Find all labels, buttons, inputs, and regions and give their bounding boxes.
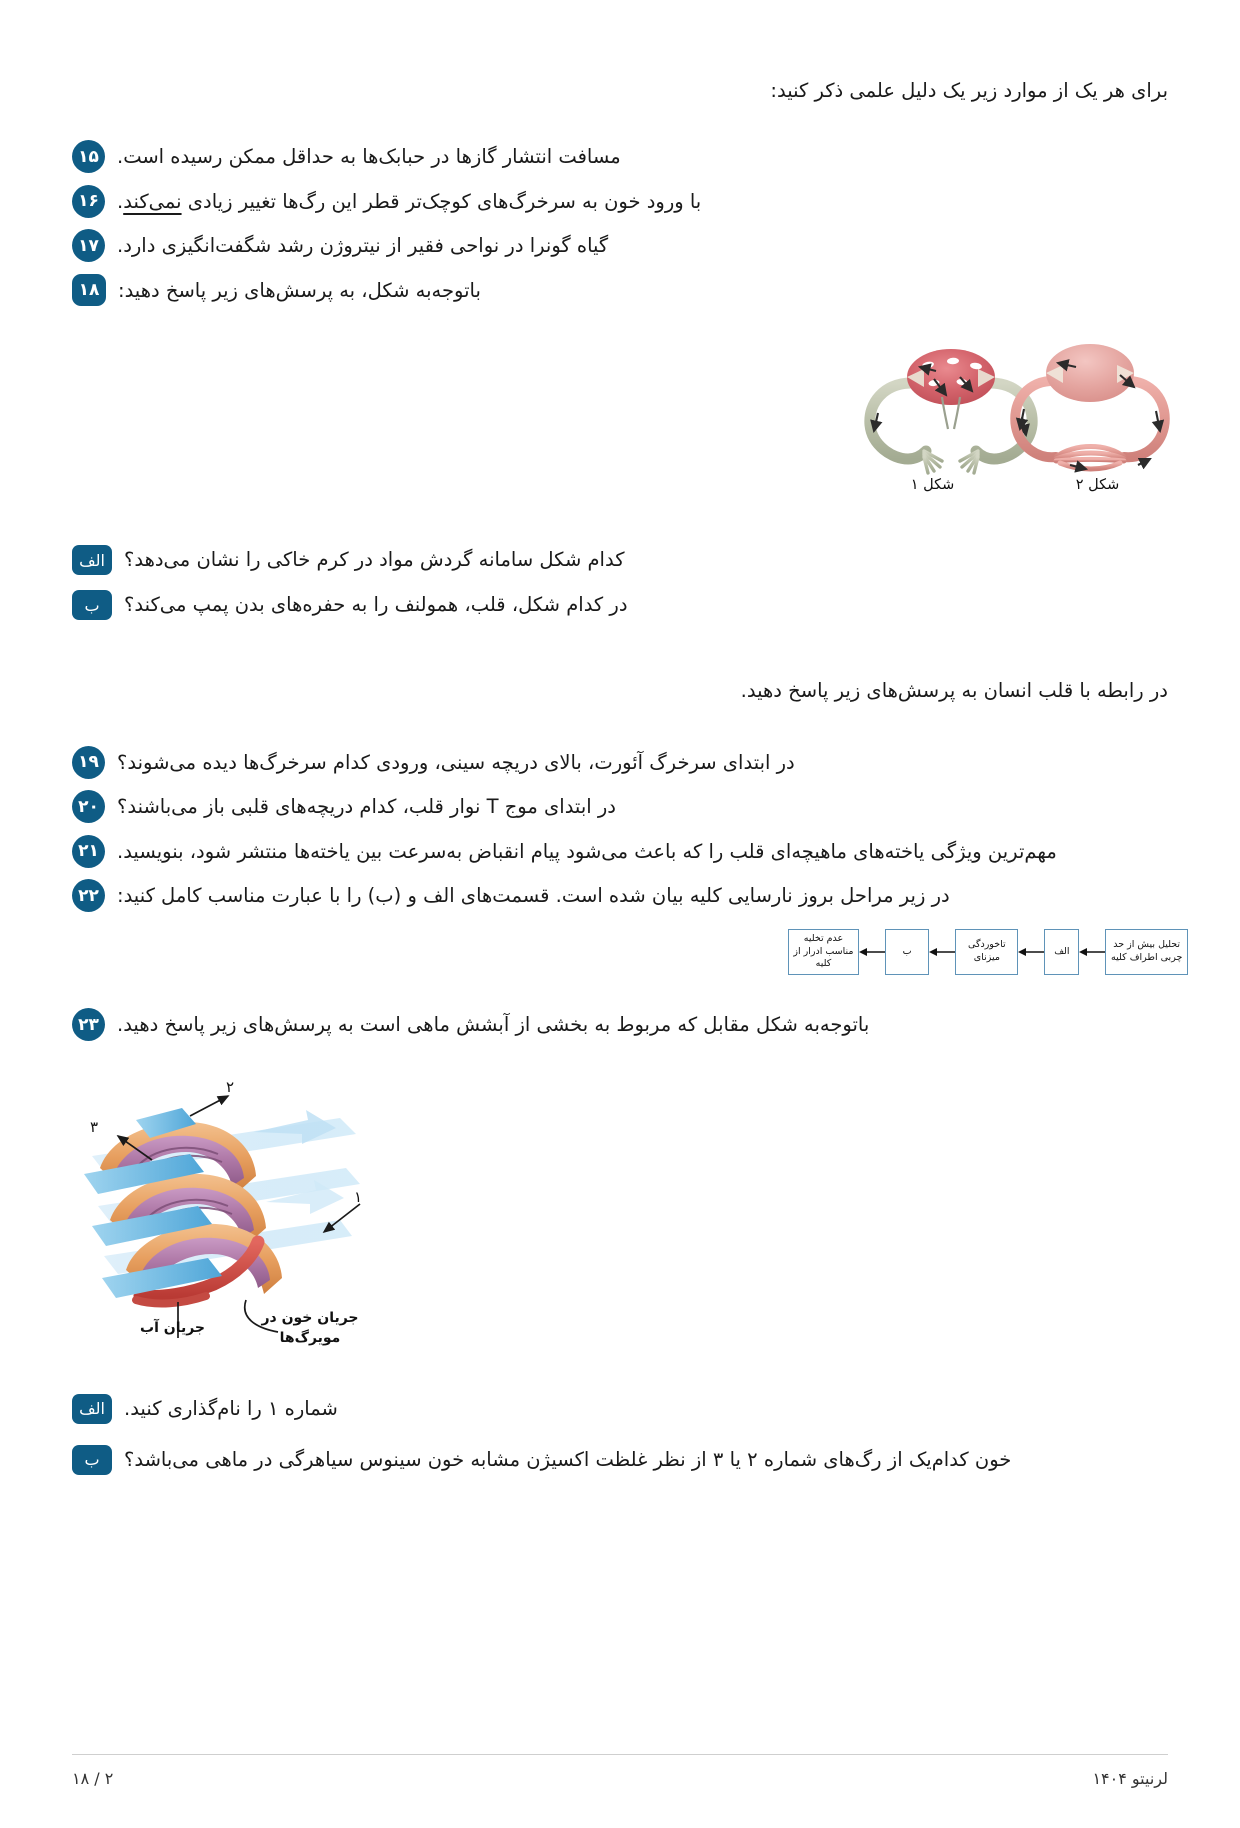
question-number-17: ۱۷ xyxy=(72,229,105,262)
sub-question-label-23-alef: الف xyxy=(72,1394,112,1424)
sub-question-label-18-be: ب xyxy=(72,590,112,620)
figure-2-open-circulation xyxy=(870,349,1032,473)
sub-question-text-18-alef: کدام شکل سامانه گردش مواد در کرم خاکی را نشان می‌دهد؟ xyxy=(124,548,625,572)
question-row-15 xyxy=(0,139,1240,174)
footer-brand: لرنیتو ۱۴۰۴ xyxy=(1092,1769,1168,1788)
question-row-16 xyxy=(0,184,1240,219)
flow-box-cause: تحلیل بیش از حد چربی اطراف کلیه xyxy=(1105,929,1188,975)
question-number-20: ۲۰ xyxy=(72,790,105,823)
question-text-23: باتوجه‌به شکل مقابل که مربوط به بخشی از آبشش ماهی است به پرسش‌های زیر پاسخ دهید. xyxy=(117,1013,870,1037)
gill-label-blood: جریان خون در مویرگ‌ها xyxy=(261,1309,359,1347)
question-16-part-b: . xyxy=(117,189,124,213)
figure-circulation-wrap xyxy=(0,325,1240,505)
sub-question-row-23-alef xyxy=(0,1392,1240,1425)
figure-circulation-captions xyxy=(850,477,1180,493)
sub-question-label-23-be: ب xyxy=(72,1445,112,1475)
question-16-part-a: با ورود خون به سرخرگ‌های کوچک‌تر قطر این رگ‌ها تغییر زیادی xyxy=(181,189,702,213)
footer-page-number: ۲ / ۱۸ xyxy=(72,1769,114,1788)
callout-number-3: ۳ xyxy=(89,1117,98,1136)
question-text-18: باتوجه‌به شکل، به پرسش‌های زیر پاسخ دهید: xyxy=(118,278,481,302)
flow-arrow-4 xyxy=(859,929,885,975)
sub-question-row-18-alef xyxy=(0,543,1240,576)
question-16-underlined: نمی‌کند xyxy=(123,189,182,213)
flow-arrow-3 xyxy=(929,929,955,975)
question-row-21 xyxy=(0,834,1240,869)
question-text-17: گیاه گونرا در نواحی فقیر از نیتروژن رشد شگفت‌انگیزی دارد. xyxy=(117,234,609,258)
kidney-failure-flowchart xyxy=(788,929,1188,975)
question-text-15: مسافت انتشار گازها در حبابک‌ها به حداقل ممکن رسیده است. xyxy=(117,145,621,169)
question-text-16 xyxy=(117,184,701,219)
section-prompt-heart: در رابطه با قلب انسان به پرسش‌های زیر پاسخ دهید. xyxy=(740,678,1168,702)
footer-divider xyxy=(72,1754,1168,1755)
question-number-16: ۱۶ xyxy=(72,185,105,218)
question-row-17 xyxy=(0,228,1240,263)
page-footer xyxy=(0,1754,1240,1788)
question-number-22: ۲۲ xyxy=(72,879,105,912)
sub-question-text-23-be: خون کدام‌یک از رگ‌های شماره ۲ یا ۳ از نظر غلظت اکسیژن مشابه خون سینوس سیاهرگی در ماهی می‌باشد؟ xyxy=(124,1447,1012,1471)
question-text-20: در ابتدای موج T نوار قلب، کدام دریچه‌های قلبی باز می‌باشند؟ xyxy=(117,795,616,819)
sub-question-text-23-alef: شماره ۱ را نام‌گذاری کنید. xyxy=(124,1396,338,1420)
gill-label-water: جریان آب xyxy=(140,1319,206,1336)
flow-arrow-1 xyxy=(1079,929,1105,975)
flow-box-result: عدم تخلیه مناسب ادرار از کلیه xyxy=(788,929,859,975)
figure-caption-2: شکل ۲ xyxy=(1075,477,1120,494)
question-text-21: مهم‌ترین ویژگی یاخته‌های ماهیچه‌ای قلب را که باعث می‌شود پیام انقباض به‌سرعت بین یاخته‌ها منتشر شود، بنویسید. xyxy=(117,839,1057,863)
figure-fish-gill-diagram xyxy=(40,1056,400,1346)
question-text-19: در ابتدای سرخرگ آئورت، بالای دریچه سینی، ورودی کدام سرخرگ‌ها دیده می‌شوند؟ xyxy=(117,750,795,774)
figure-1-closed-circulation xyxy=(1015,344,1165,469)
intro-prompt: برای هر یک از موارد زیر یک دلیل علمی ذکر کنید: xyxy=(770,79,1168,102)
sub-question-label-18-alef: الف xyxy=(72,545,112,575)
sub-question-row-18-be xyxy=(0,588,1240,621)
flow-arrow-2 xyxy=(1018,929,1044,975)
question-text-22: در زیر مراحل بروز نارسایی کلیه بیان شده است. قسمت‌های الف و (ب) را با عبارت مناسب کامل کنید: xyxy=(117,884,950,908)
figure-circulation-diagram xyxy=(850,325,1180,475)
sub-question-row-23-be xyxy=(0,1443,1240,1476)
question-row-23 xyxy=(0,1007,1240,1042)
callout-number-2: ۲ xyxy=(225,1077,234,1096)
flow-box-blank-be: ب xyxy=(885,929,929,975)
question-row-22 xyxy=(0,878,1240,913)
figure-gill-wrap xyxy=(0,1056,1240,1346)
question-number-15: ۱۵ xyxy=(72,140,105,173)
question-row-19 xyxy=(0,745,1240,780)
flow-box-ureter: تاخوردگی میزنای xyxy=(955,929,1018,975)
question-row-20 xyxy=(0,789,1240,824)
callout-number-1: ۱ xyxy=(353,1187,362,1206)
question-number-21: ۲۱ xyxy=(72,835,105,868)
question-row-18 xyxy=(0,273,1240,308)
figure-caption-1: شکل ۱ xyxy=(910,477,955,494)
exam-page xyxy=(0,74,1240,1828)
flow-box-blank-alef: الف xyxy=(1044,929,1079,975)
question-number-18: ۱۸ xyxy=(72,274,106,306)
question-number-23: ۲۳ xyxy=(72,1008,105,1041)
question-number-19: ۱۹ xyxy=(72,746,105,779)
sub-question-text-18-be: در کدام شکل، قلب، همولنف را به حفره‌های بدن پمپ می‌کند؟ xyxy=(124,593,628,617)
